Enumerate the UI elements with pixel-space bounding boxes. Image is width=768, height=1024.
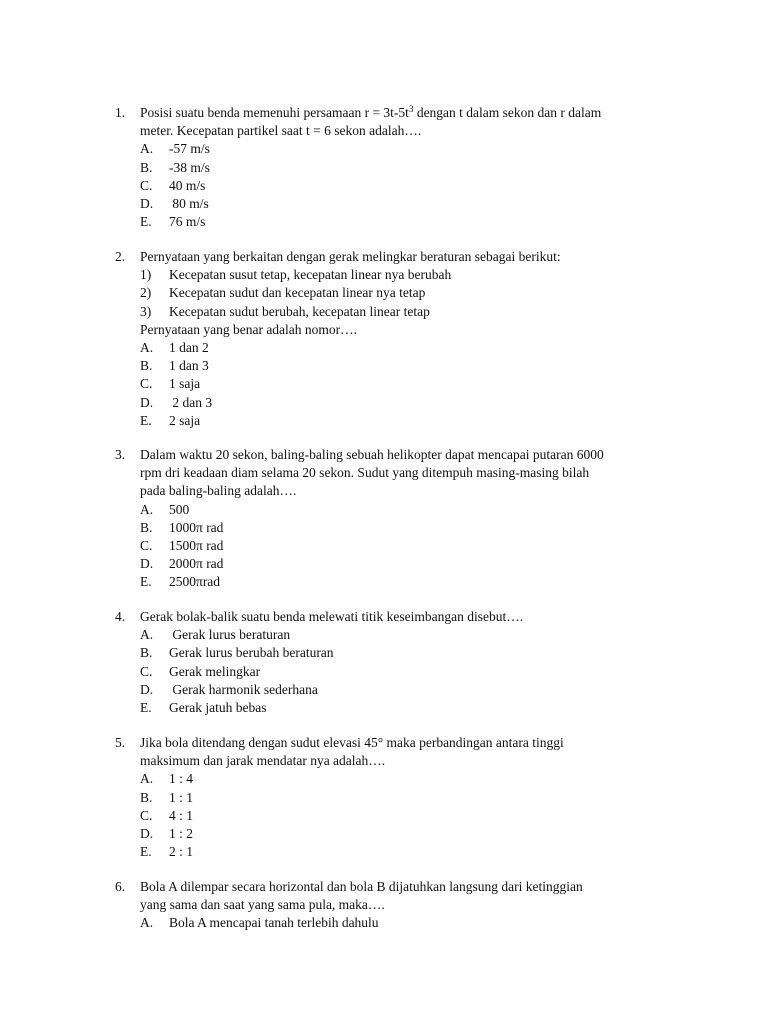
option-letter: E.	[140, 214, 152, 230]
option-letter: A.	[140, 339, 154, 355]
option-text: Gerak lurus beraturan	[169, 627, 291, 643]
option-c	[115, 375, 695, 393]
option-text: 1 : 1	[169, 789, 194, 805]
option-letter: B.	[140, 159, 153, 175]
statement-text: Kecepatan susut tetap, kecepatan linear nya berubah	[169, 267, 452, 283]
option-letter: A.	[140, 771, 154, 787]
option-c	[115, 177, 695, 195]
statement-number: 3)	[140, 303, 152, 319]
question-stem-line: maksimum dan jarak mendatar nya adalah….	[140, 753, 386, 769]
option-letter: B.	[140, 358, 153, 374]
option-letter: C.	[140, 177, 153, 193]
question-stem: Jika bola ditendang dengan sudut elevasi 45° maka perbandingan antara tinggi	[140, 735, 564, 750]
statement-text: Kecepatan sudut berubah, kecepatan linear tetap	[169, 303, 430, 319]
option-letter: C.	[140, 376, 153, 392]
option-e	[115, 699, 695, 717]
question-stem-part: Posisi suatu benda memenuhi persamaan r = 3t-5t	[140, 105, 409, 120]
option-letter: B.	[140, 789, 153, 805]
option-text: 40 m/s	[169, 177, 206, 193]
option-text: Gerak harmonik sederhana	[169, 681, 318, 697]
option-text: 76 m/s	[169, 214, 206, 230]
option-letter: A.	[140, 627, 154, 643]
option-c	[115, 807, 695, 825]
option-letter: D.	[140, 394, 154, 410]
option-letter: E.	[140, 699, 152, 715]
question-2	[115, 248, 695, 430]
statement-2	[115, 284, 695, 302]
option-text: Gerak jatuh bebas	[169, 699, 267, 715]
question-number: 2.	[115, 249, 126, 264]
question-number: 6.	[115, 879, 126, 894]
question-stem-line: rpm dri keadaan diam selama 20 sekon. Sudut yang ditempuh masing-masing bilah	[140, 465, 590, 481]
option-b	[115, 519, 695, 537]
option-a	[115, 626, 695, 644]
question-stem-line: yang sama dan saat yang sama pula, maka….	[140, 897, 385, 913]
option-letter: C.	[140, 807, 153, 823]
question-prompt: Pernyataan yang benar adalah nomor….	[140, 321, 358, 337]
option-d	[115, 555, 695, 573]
option-letter: A.	[140, 915, 154, 931]
option-b	[115, 357, 695, 375]
option-a	[115, 770, 695, 788]
question-stem: Gerak bolak-balik suatu benda melewati titik keseimbangan disebut….	[140, 609, 524, 624]
option-text: 1 saja	[169, 376, 201, 392]
option-e	[115, 843, 695, 861]
option-text: 1 dan 3	[169, 358, 209, 374]
option-text: 1 : 2	[169, 825, 194, 841]
option-e	[115, 213, 695, 231]
option-text: Bola A mencapai tanah terlebih dahulu	[169, 915, 379, 931]
option-text: -38 m/s	[169, 159, 210, 175]
question-stem: Pernyataan yang berkaitan dengan gerak melingkar beraturan sebagai berikut:	[140, 249, 561, 264]
option-letter: D.	[140, 681, 154, 697]
option-letter: A.	[140, 141, 154, 157]
superscript-exponent: 3	[408, 104, 414, 114]
option-text: 4 : 1	[169, 807, 194, 823]
option-text: 1 : 4	[169, 771, 194, 787]
question-number: 3.	[115, 447, 126, 462]
option-text: 1000π rad	[169, 519, 224, 535]
option-b	[115, 644, 695, 662]
question-number: 1.	[115, 105, 126, 120]
option-b	[115, 159, 695, 177]
question-stem-line: meter. Kecepatan partikel saat t = 6 sekon adalah….	[140, 123, 422, 139]
statement-text: Kecepatan sudut dan kecepatan linear nya tetap	[169, 285, 426, 301]
option-d	[115, 681, 695, 699]
option-text: 2500πrad	[169, 574, 221, 590]
question-5	[115, 734, 695, 861]
option-letter: E.	[140, 844, 152, 860]
option-text: 500	[169, 501, 190, 517]
question-1	[115, 104, 695, 231]
statement-3	[115, 303, 695, 321]
option-d	[115, 825, 695, 843]
question-stem-part: dengan t dalam sekon dan r dalam	[413, 105, 602, 120]
option-text: 2 : 1	[169, 844, 194, 860]
option-letter: D.	[140, 195, 154, 211]
option-text: 2000π rad	[169, 556, 224, 572]
option-text: 1 dan 2	[169, 339, 209, 355]
question-number: 4.	[115, 609, 126, 624]
option-letter: B.	[140, 645, 153, 661]
statement-number: 1)	[140, 267, 152, 283]
option-letter: E.	[140, 412, 152, 428]
question-stem-line: pada baling-baling adalah….	[140, 483, 297, 499]
option-b	[115, 789, 695, 807]
question-stem: Dalam waktu 20 sekon, baling-baling sebuah helikopter dapat mencapai putaran 6000	[140, 447, 604, 462]
option-d	[115, 394, 695, 412]
option-letter: E.	[140, 574, 152, 590]
option-letter: B.	[140, 519, 153, 535]
option-a	[115, 339, 695, 357]
question-6	[115, 878, 695, 933]
option-letter: D.	[140, 556, 154, 572]
option-d	[115, 195, 695, 213]
question-3	[115, 446, 695, 592]
option-text: 2 saja	[169, 412, 201, 428]
option-e	[115, 573, 695, 591]
question-number: 5.	[115, 735, 126, 750]
option-letter: A.	[140, 501, 154, 517]
option-text: 1500π rad	[169, 537, 224, 553]
option-letter: C.	[140, 663, 153, 679]
question-4	[115, 608, 695, 717]
option-text: Gerak melingkar	[169, 663, 261, 679]
option-letter: C.	[140, 537, 153, 553]
statement-number: 2)	[140, 285, 152, 301]
option-text: Gerak lurus berubah beraturan	[169, 645, 334, 661]
option-a	[115, 140, 695, 158]
option-e	[115, 412, 695, 430]
option-c	[115, 537, 695, 555]
statement-1	[115, 266, 695, 284]
option-a	[115, 914, 695, 932]
option-c	[115, 663, 695, 681]
option-a	[115, 501, 695, 519]
option-text: -57 m/s	[169, 141, 210, 157]
option-letter: D.	[140, 825, 154, 841]
option-text: 2 dan 3	[169, 394, 213, 410]
question-stem	[140, 104, 601, 122]
option-text: 80 m/s	[169, 195, 209, 211]
question-stem: Bola A dilempar secara horizontal dan bola B dijatuhkan langsung dari ketinggian	[140, 879, 583, 894]
